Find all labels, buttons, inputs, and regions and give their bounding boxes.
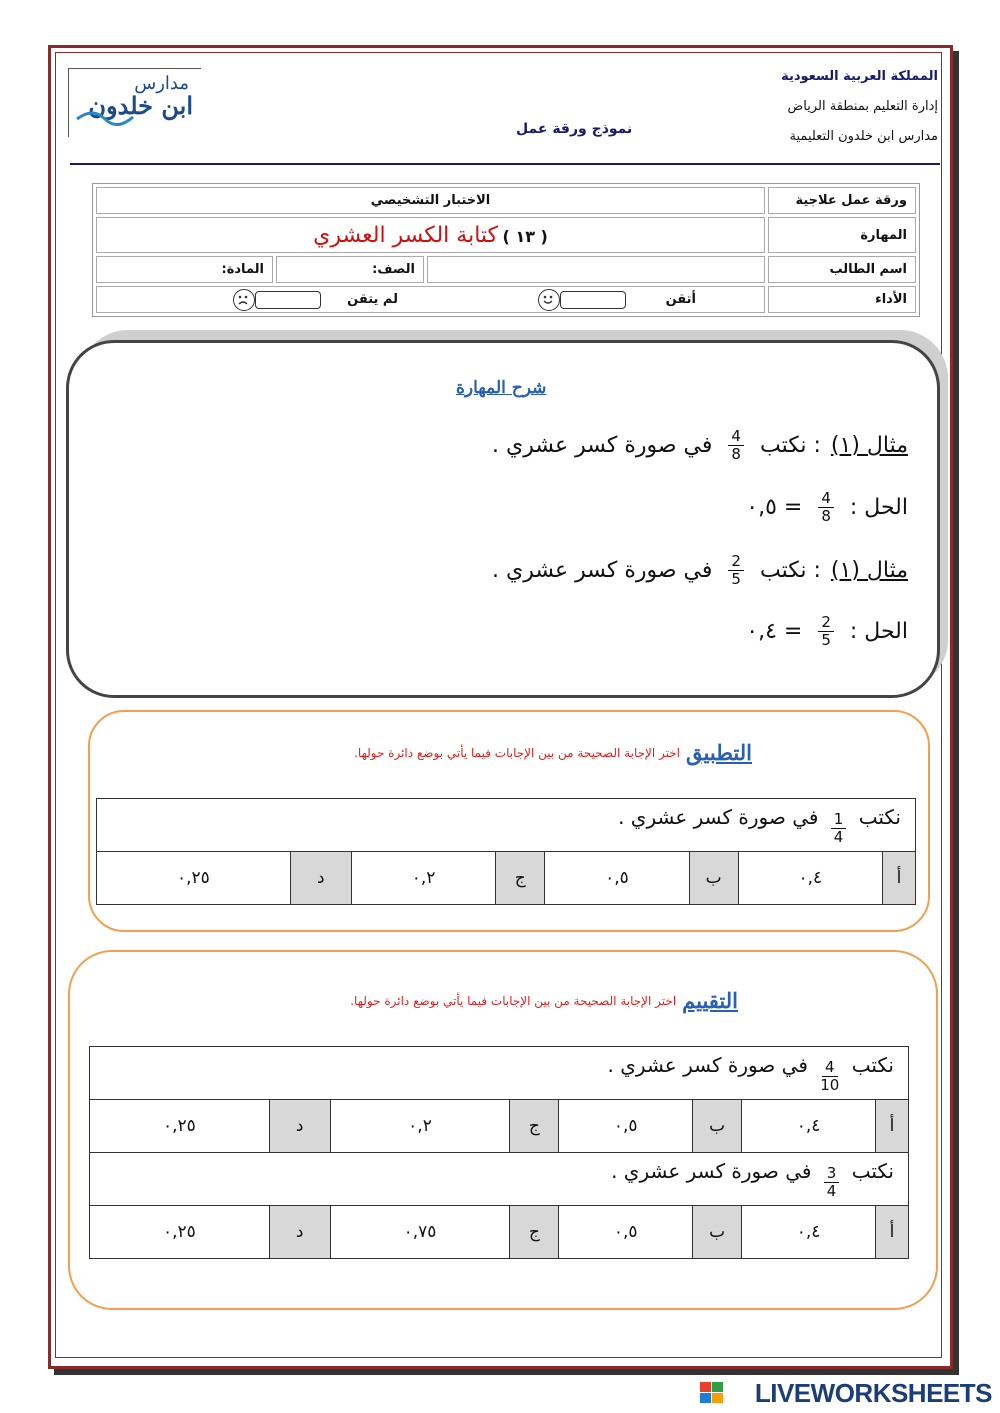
- fraction-denominator: 4: [833, 827, 844, 846]
- practice-instruction: اختر الإجابة الصحيحة من بين الإجابات فيما يأتي بوضع دائرة حولها.: [354, 745, 681, 760]
- fraction-numerator: 1: [831, 811, 847, 829]
- question-pre: نكتب: [851, 1052, 894, 1077]
- test-type: الاختبار التشخيصي: [96, 187, 765, 214]
- solution-1-answer: = ٠,٥: [746, 495, 803, 520]
- skill-name: كتابة الكسر العشري: [313, 222, 499, 248]
- assessment-question-table: [89, 1046, 909, 1259]
- option-a[interactable]: ٠,٤: [742, 1100, 876, 1153]
- example-1-post: في صورة كسر عشري .: [492, 433, 713, 458]
- question-fraction: [824, 1165, 840, 1200]
- skill-title: [96, 217, 765, 253]
- question-post: في صورة كسر عشري .: [607, 1052, 808, 1077]
- not-mastered-checkbox[interactable]: [255, 291, 321, 309]
- practice-title: التطبيق: [686, 740, 752, 765]
- solution-2-answer: = ٠,٤: [746, 619, 803, 644]
- option-key-b: ب: [693, 1206, 742, 1259]
- assessment-title: التقييم: [682, 988, 738, 1013]
- question-fraction: [831, 811, 847, 846]
- logo-text-bottom: ابن خلدون: [88, 91, 193, 120]
- practice-header: [268, 740, 752, 765]
- example-1-label: مثال (١): [830, 433, 908, 458]
- fraction-numerator: 2: [728, 553, 744, 571]
- header-line-3: مدارس ابن خلدون التعليمية: [789, 129, 938, 144]
- option-key-c: ج: [496, 852, 545, 905]
- student-name-field[interactable]: [427, 256, 765, 283]
- sad-face-icon: [233, 289, 255, 311]
- solution-2-label: الحل :: [849, 619, 908, 644]
- fraction-denominator: 10: [820, 1075, 840, 1094]
- assessment-q1-stem: [90, 1047, 909, 1100]
- solution-1-fraction: [818, 490, 834, 525]
- not-mastered-label: لم يتقن: [347, 292, 398, 307]
- option-d[interactable]: ٠,٢٥: [90, 1206, 270, 1259]
- example-2-post: في صورة كسر عشري .: [492, 558, 713, 583]
- student-name-label: اسم الطالب: [768, 256, 916, 283]
- logo-text-top: مدارس: [134, 73, 189, 94]
- fraction-denominator: 5: [821, 631, 831, 649]
- worksheet-type-label: ورقة عمل علاجية: [768, 187, 916, 214]
- option-key-d: د: [269, 1100, 330, 1153]
- fraction-numerator: 4: [818, 490, 834, 508]
- header-line-2: إدارة التعليم بمنطقة الرياض: [787, 99, 938, 114]
- logo-swoosh-icon: [75, 105, 135, 131]
- question-pre: نكتب: [858, 804, 901, 829]
- fraction-numerator: 2: [818, 614, 834, 632]
- performance-row: [96, 286, 765, 313]
- option-c[interactable]: ٠,٧٥: [330, 1206, 510, 1259]
- example-2: [492, 553, 908, 588]
- header-divider: [70, 163, 940, 165]
- option-b[interactable]: ٠,٥: [545, 852, 689, 905]
- solution-1: [746, 490, 908, 525]
- fraction-denominator: 8: [821, 507, 831, 525]
- school-logo: [68, 68, 201, 137]
- fraction-denominator: 5: [731, 570, 741, 588]
- skill-label: المهارة: [768, 217, 916, 253]
- example-1: [492, 428, 908, 463]
- example-2-fraction: [728, 553, 744, 588]
- option-key-c: ج: [510, 1100, 559, 1153]
- worksheet-info-table: [92, 183, 920, 317]
- question-post: في صورة كسر عشري .: [618, 804, 819, 829]
- option-key-b: ب: [689, 852, 738, 905]
- fraction-denominator: 8: [731, 445, 741, 463]
- fraction-numerator: 4: [822, 1059, 838, 1077]
- solution-2-fraction: [818, 614, 834, 649]
- option-c[interactable]: ٠,٢: [330, 1100, 510, 1153]
- worksheet-title: نموذج ورقة عمل: [516, 121, 633, 137]
- solution-2: [746, 614, 908, 649]
- option-c[interactable]: ٠,٢: [351, 852, 495, 905]
- liveworksheets-watermark: LIVEWORKSHEETS: [754, 1378, 992, 1408]
- option-a[interactable]: ٠,٤: [742, 1206, 876, 1259]
- option-key-d: د: [290, 852, 351, 905]
- example-1-pre: : نكتب: [759, 433, 821, 458]
- fraction-numerator: 3: [824, 1165, 840, 1183]
- option-key-c: ج: [510, 1206, 559, 1259]
- assessment-instruction: اختر الإجابة الصحيحة من بين الإجابات فيما يأتي بوضع دائرة حولها.: [350, 993, 677, 1008]
- assessment-q2-stem: [90, 1153, 909, 1206]
- class-label: الصف:: [276, 256, 424, 283]
- option-key-d: د: [269, 1206, 330, 1259]
- option-b[interactable]: ٠,٥: [559, 1100, 693, 1153]
- option-key-a: أ: [876, 1100, 909, 1153]
- mastered-label: أتقن: [665, 292, 696, 307]
- solution-1-label: الحل :: [849, 495, 908, 520]
- liveworksheets-logo-icon: [700, 1382, 724, 1404]
- example-1-fraction: [728, 428, 744, 463]
- fraction-denominator: 4: [826, 1181, 837, 1200]
- option-key-a: أ: [876, 1206, 909, 1259]
- smile-face-icon: [538, 289, 560, 311]
- practice-q1-stem: [97, 799, 916, 852]
- option-a[interactable]: ٠,٤: [738, 852, 882, 905]
- question-post: في صورة كسر عشري .: [611, 1158, 812, 1183]
- example-2-label: مثال (١): [830, 558, 908, 583]
- option-d[interactable]: ٠,٢٥: [90, 1100, 270, 1153]
- assessment-header: [262, 988, 738, 1013]
- option-key-b: ب: [693, 1100, 742, 1153]
- example-2-pre: : نكتب: [759, 558, 821, 583]
- ministry-header: [781, 62, 938, 152]
- subject-label: المادة:: [96, 256, 273, 283]
- option-d[interactable]: ٠,٢٥: [97, 852, 291, 905]
- practice-question-table: [96, 798, 916, 905]
- option-key-a: أ: [883, 852, 916, 905]
- explain-title: شرح المهارة: [456, 378, 547, 398]
- option-b[interactable]: ٠,٥: [559, 1206, 693, 1259]
- skill-number: ( ١٣ ): [502, 226, 548, 246]
- performance-label: الأداء: [768, 286, 916, 313]
- header-line-1: المملكة العربية السعودية: [781, 69, 938, 84]
- mastered-checkbox[interactable]: [560, 291, 626, 309]
- fraction-numerator: 4: [728, 428, 744, 446]
- question-fraction: [820, 1059, 839, 1094]
- question-pre: نكتب: [851, 1158, 894, 1183]
